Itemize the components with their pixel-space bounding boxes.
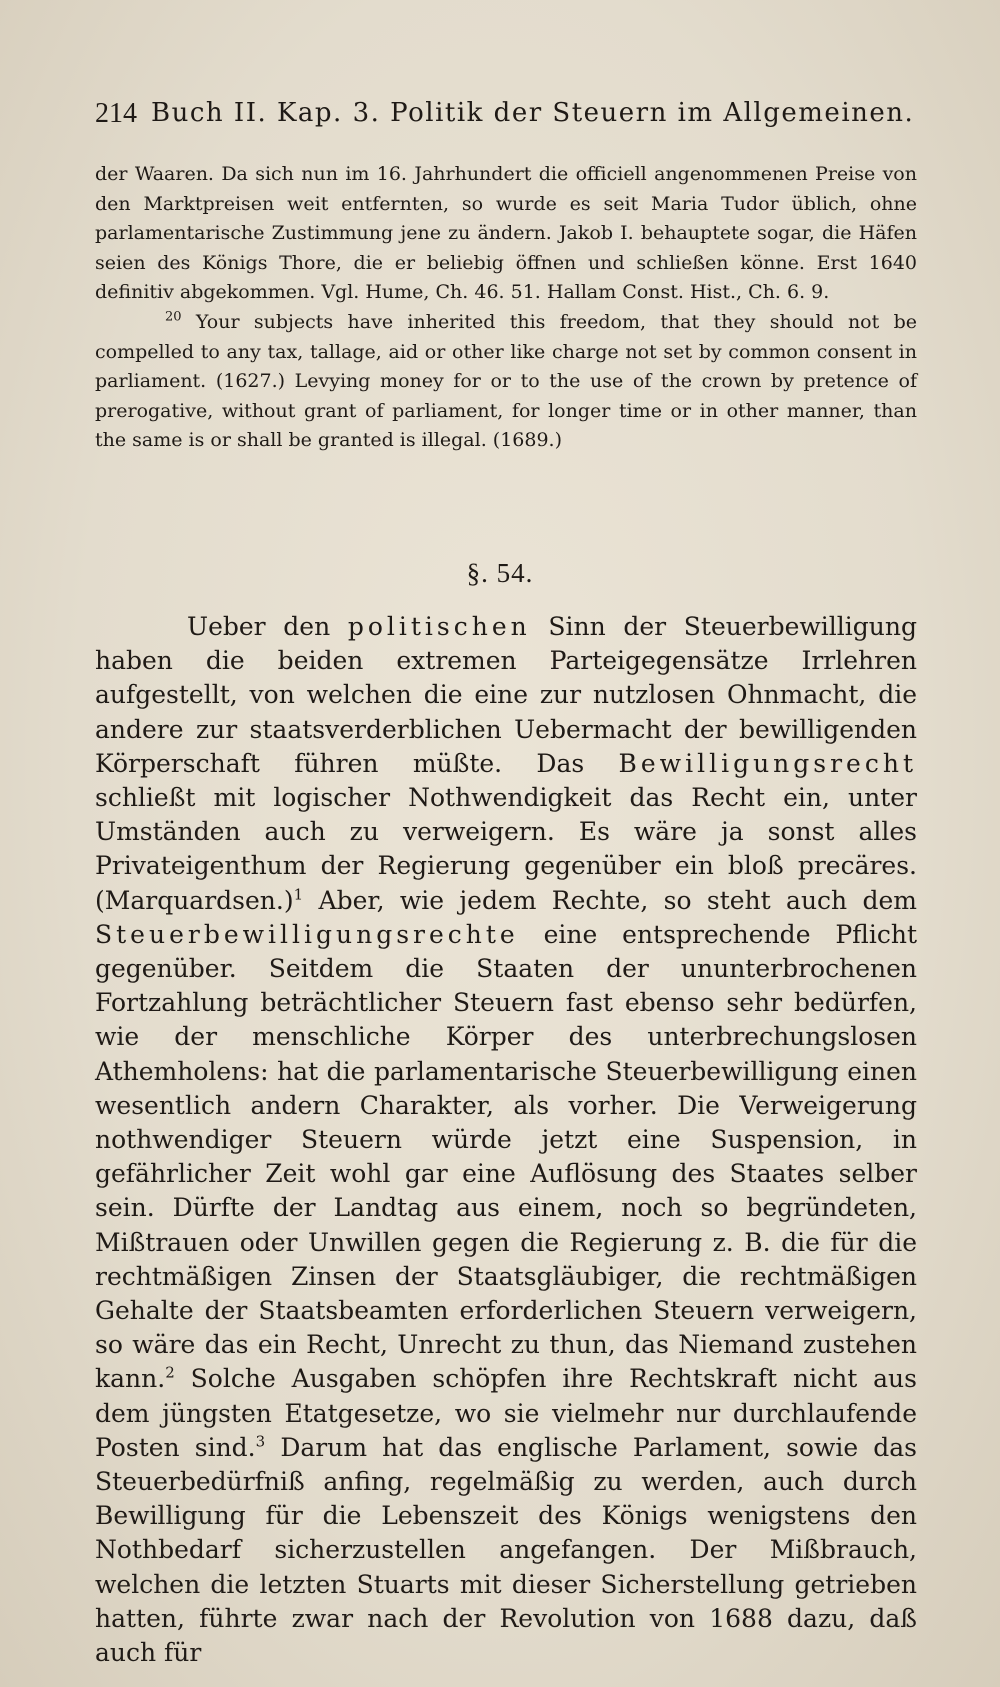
emphasis-bewilligungsrecht: Bewilligungsrecht	[618, 748, 917, 778]
text-run: eine entsprechende Pflicht gegenüber. Seitdem die Staaten der ununterbrochenen Fortzahlung beträchtlicher Steuern fast ebenso sehr bedürfen, wie der menschliche Körper des unterbrechungslosen Athemholens: hat die parlamentarische Steuerbewilligung einen wesentlich andern Charakter, als vorher. Die Verweigerung nothwendiger Steuern würde jetzt eine Suspension, in gefährlicher Zeit wohl gar eine Auflösung des Staates selber sein. Dürfte der Landtag aus einem, noch so begründeten, Mißtrauen oder Unwillen gegen die Regierung z. B. die für die rechtmäßigen Zinsen der Staatsgläubiger, die rechtmäßigen Gehalte der Staatsbeamten erforderlichen Steuern verweigern, so wäre das ein Recht, Unrecht zu thun, das Niemand zustehen kann.	[95, 919, 917, 1394]
running-header	[95, 98, 915, 130]
emphasis-steuerbewilligungsrechte: Steuerbewilligungsrechte	[95, 919, 519, 949]
text-run: Aber, wie jedem Rechte, so steht auch dem	[318, 885, 917, 915]
text-run: schließt mit logischer Nothwendigkeit das Recht ein, unter Umständen auch zu verweigern. Es wäre ja sonst alles Privateigenthum der Regierung gegenüber ein bloß precäres. (Marquardsen.)	[95, 783, 917, 915]
footnote-marker-20: 20	[165, 309, 182, 325]
footnote-ref-1: 1	[293, 885, 304, 904]
running-title: Buch II. Kap. 3. Politik der Steuern im Allgemeinen.	[151, 98, 915, 128]
page-number: 214	[95, 98, 137, 129]
section-heading: §. 54.	[466, 558, 534, 588]
footnote-ref-3: 3	[255, 1432, 266, 1451]
text-run: Darum hat das englische Parlament, sowie das Steuerbedürfniß anfing, regelmäßig zu werden, auch durch Bewilligung für die Lebenszeit des Königs wenigstens den Nothbedarf sicherzustellen angefangen. Der Mißbrauch, welchen die letzten Stuarts mit dieser Sicherstellung getrieben hatten, führte zwar nach der Revolution von 1688 dazu, daß auch für	[95, 1432, 917, 1668]
text-run: Ueber den	[187, 612, 331, 641]
text-run: Solche Ausgaben schöpfen ihre Rechtskraft nicht aus dem jüngsten Etatgesetze, wo sie vielmehr nur durchlaufende Posten sind.	[95, 1364, 917, 1462]
main-paragraph	[95, 610, 917, 1670]
footnote-ref-2: 2	[165, 1364, 175, 1383]
footnote-20-text: Your subjects have inherited this freedom, that they should not be compelled to any tax, tallage, aid or other like charge not set by common consent in parliament. (1627.) Levying money for or to the use of the crown by pretence of prerogative, without grant of parliament, for longer time or in other manner, than the same is or shall be granted is illegal. (1689.)	[95, 310, 917, 452]
emphasis-politischen: politischen	[347, 612, 531, 641]
footnote-continuation: der Waaren. Da sich nun im 16. Jahrhundert die officiell angenommenen Preise von den Marktpreisen weit entfernten, so wurde es seit Maria Tudor üblich, ohne parlamentarische Zustimmung jene zu ändern. Jakob I. behauptete sogar, die Häfen seien des Königs Thore, die er beliebig öffnen und schließen könne. Erst 1640 definitiv abgekommen. Vgl. Hume, Ch. 46. 51. Hallam Const. Hist., Ch. 6. 9.	[95, 163, 917, 304]
footnotes-block	[95, 160, 917, 456]
text-run: Sinn der Steuerbewilligung haben die beiden extremen Parteigegensätze Irrlehren aufgestellt, von welchen die eine zur nutzlosen Ohnmacht, die andere zur staatsverderblichen Uebermacht der bewilligenden Körperschaft führen müßte. Das	[95, 612, 917, 778]
footnote-20	[95, 308, 917, 456]
